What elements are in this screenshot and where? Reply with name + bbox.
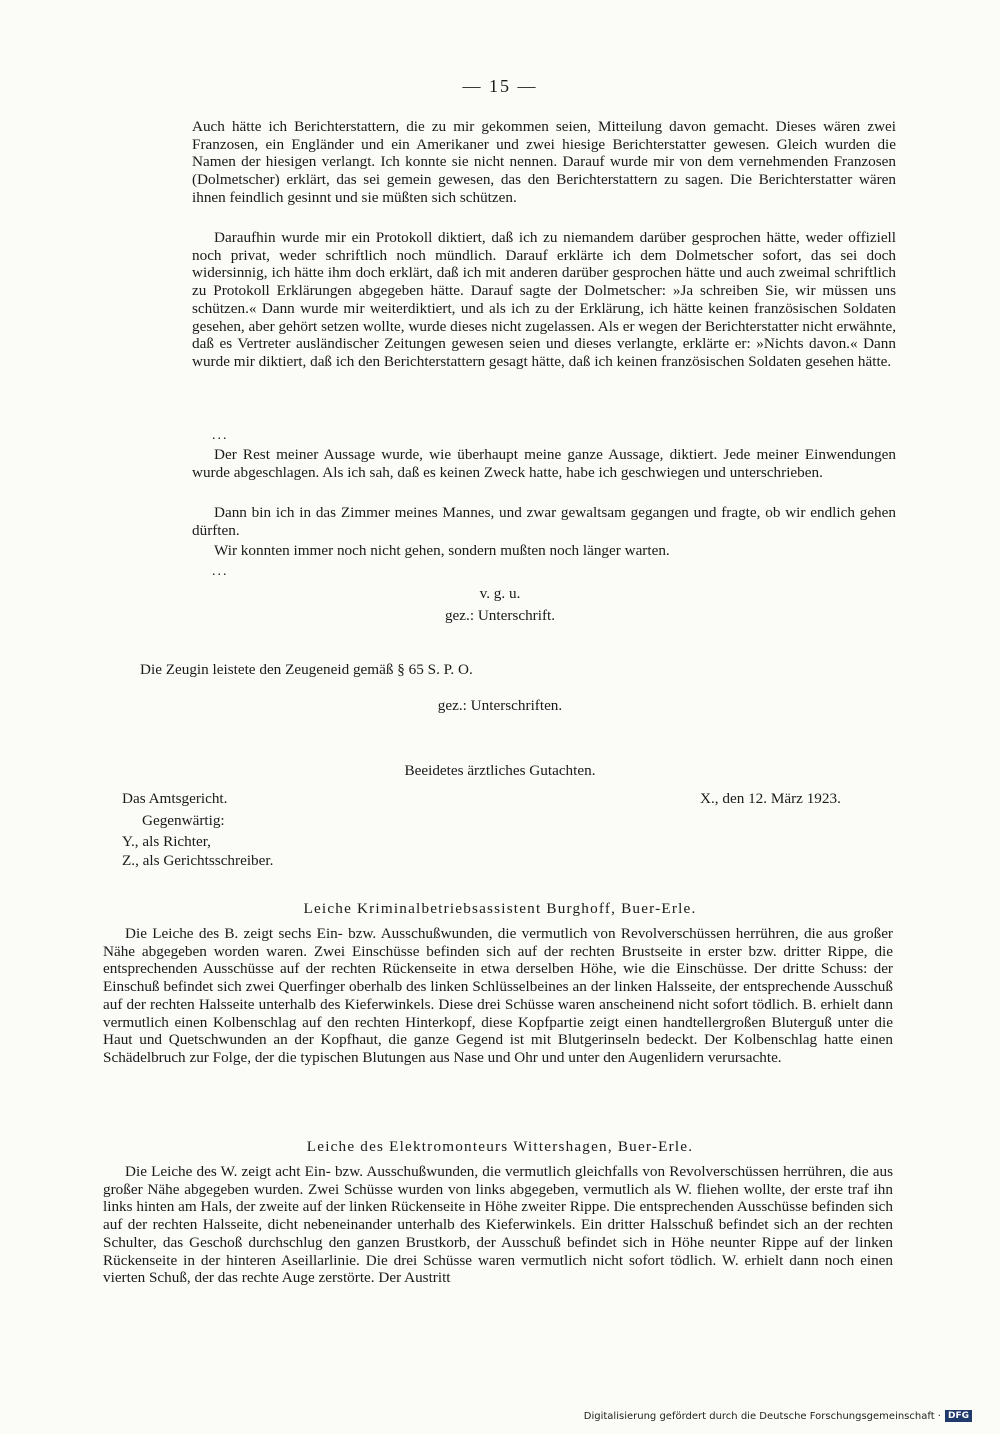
signatures-line: gez.: Unterschriften.: [437, 697, 563, 714]
testimony-paragraph-4: Dann bin ich in das Zimmer meines Mannes, und zwar gewaltsam gegangen und fragte, ob wir endlich gehen dürften.: [192, 504, 896, 539]
testimony-paragraph-1: Auch hätte ich Berichterstattern, die zu mir gekommen seien, Mitteilung davon gemacht. Dieses wären zwei Franzosen, ein Engländer und ein Amerikaner und zwei hiesige Berichterstatter gewesen. Gleich wurden die Namen der hiesigen verlangt. Ich konnte sie nicht nennen. Darauf wurde mir von dem vernehmenden Franzosen (Dolmetscher) erklärt, das sei gemein gewesen, das den Berichterstattern zu sagen. Die Berichterstatter wären ihnen feindlich gesinnt und sie müßten sich schützen.: [192, 118, 896, 206]
testimony-paragraph-3: Der Rest meiner Aussage wurde, wie überhaupt meine ganze Aussage, diktiert. Jede meiner Einwendungen wurde abgeschlagen. Als ich sah, daß es keinen Zweck hatte, habe ich geschwiegen und unterschrieben.: [192, 446, 896, 481]
court-name: Das Amtsgericht.: [122, 790, 228, 807]
section-text-wittershagen: Die Leiche des W. zeigt acht Ein- bzw. Ausschußwunden, die vermutlich gleichfalls von Revolverschüssen herrühren, die aus großer Nähe abgegeben wurden. Zwei Schüsse wurden von links abgegeben, vermutlich als W. fliehen wollte, der erste traf ihn links hinten am Hals, der zweite auf der linken Rückenseite in Höhe zweiter Rippe. Die entsprechenden Ausschüsse befinden sich auf der rechten Halsseite, dicht nebeneinander unterhalb des Kieferwinkels. Ein dritter Halsschuß befindet sich an der rechten Schulter, das Geschoß durchschlug den ganzen Brustkorb, der Ausschuß befindet sich in Höhe neunter Rippe auf der linken Rückenseite in der hinteren Aseillarlinie. Die drei Schüsse waren vermutlich nicht sofort tödlich. W. erhielt dann noch einen vierten Schuß, der das rechte Auge zerstörte. Der Austritt: [103, 1163, 893, 1287]
testimony-paragraph-5: Wir konnten immer noch nicht gehen, sondern mußten noch länger warten.: [214, 542, 670, 559]
testimony-paragraph-2: Daraufhin wurde mir ein Protokoll diktiert, daß ich zu niemandem darüber gesprochen hätte, weder offiziell noch privat, weder schriftlich noch mündlich. Darauf erklärte ich dem Dolmetscher sofort, das sei doch widersinnig, ich hätte ihm doch erklärt, daß ich mit anderen darüber gesprochen hätte und auch zweimal schriftlich zu Protokoll Erklärungen abgegeben hätte. Darauf sagte der Dolmetscher: »Ja schreiben Sie, wir müssen uns schützen.« Dann wurde mir weiterdiktiert, und als ich zu der Erklärung, ich hätte keinen französischen Soldaten gesehen, aber gehört setzen wollte, wurde dieses nicht zugelassen. Als er wegen der Berichterstatter nicht erwähnte, daß es Vertreter ausländischer Zeitungen gewesen seien und dieses verlangte, erklärte er: »Nichts davon.« Dann wurde mir diktiert, daß ich den Berichterstattern gesagt hätte, daß ich keinen französischen Soldaten gesehen hätte.: [192, 229, 896, 370]
footer-text: Digitalisierung gefördert durch die Deutsche Forschungsgemeinschaft ·: [583, 1410, 941, 1422]
dfg-logo: DFG: [945, 1410, 972, 1422]
report-title: Beeidetes ärztliches Gutachten.: [404, 762, 596, 779]
place-date: X., den 12. März 1923.: [700, 790, 841, 807]
oath-line: Die Zeugin leistete den Zeugeneid gemäß § 65 S. P. O.: [140, 661, 473, 678]
vgu-line: v. g. u.: [479, 585, 521, 602]
page-number: — 15 —: [462, 76, 538, 96]
section-heading-wittershagen: Leiche des Elektromonteurs Wittershagen, Buer-Erle.: [306, 1138, 694, 1155]
ellipsis-1: ...: [212, 428, 229, 443]
present-judge: Y., als Richter,: [122, 833, 211, 850]
present-clerk: Z., als Gerichtsschreiber.: [122, 852, 274, 869]
section-text-burghoff: Die Leiche des B. zeigt sechs Ein- bzw. Ausschußwunden, die vermutlich von Revolverschüssen herrühren, die aus großer Nähe abgegeben worden waren. Zwei Einschüsse befinden sich auf der rechten Brustseite in erster bzw. dritter Rippe, die entsprechenden Ausschüsse auf der rechten Rückenseite in etwa derselben Höhe, wie die Einschüsse. Der dritte Schuss: der Einschuß befindet sich zwei Querfinger oberhalb des linken Schlüsselbeines an der linken Halsseite, der entsprechende Ausschuß auf der rechten Halsseite unterhalb des Kieferwinkels. Diese drei Schüsse waren anscheinend nicht sofort tödlich. B. erhielt dann vermutlich einen Kolbenschlag auf den rechten Hinterkopf, diese Kopfpartie zeigt einen handtellergroßen Bluterguß unter die Haut und Quetschwunden an der Kopfhaut, die ganze Gegend ist mit Blutgerinseln bedeckt. Der Kolbenschlag hatte einen Schädelbruch zur Folge, der die typischen Blutungen aus Nase und Ohr und unter den Augenlidern verursachte.: [103, 925, 893, 1066]
present-label: Gegenwärtig:: [142, 812, 225, 829]
signature-line: gez.: Unterschrift.: [444, 607, 556, 624]
section-heading-burghoff: Leiche Kriminalbetriebsassistent Burghoff, Buer-Erle.: [303, 900, 697, 917]
ellipsis-2: ...: [212, 564, 229, 579]
digitization-footer: [584, 1410, 972, 1422]
